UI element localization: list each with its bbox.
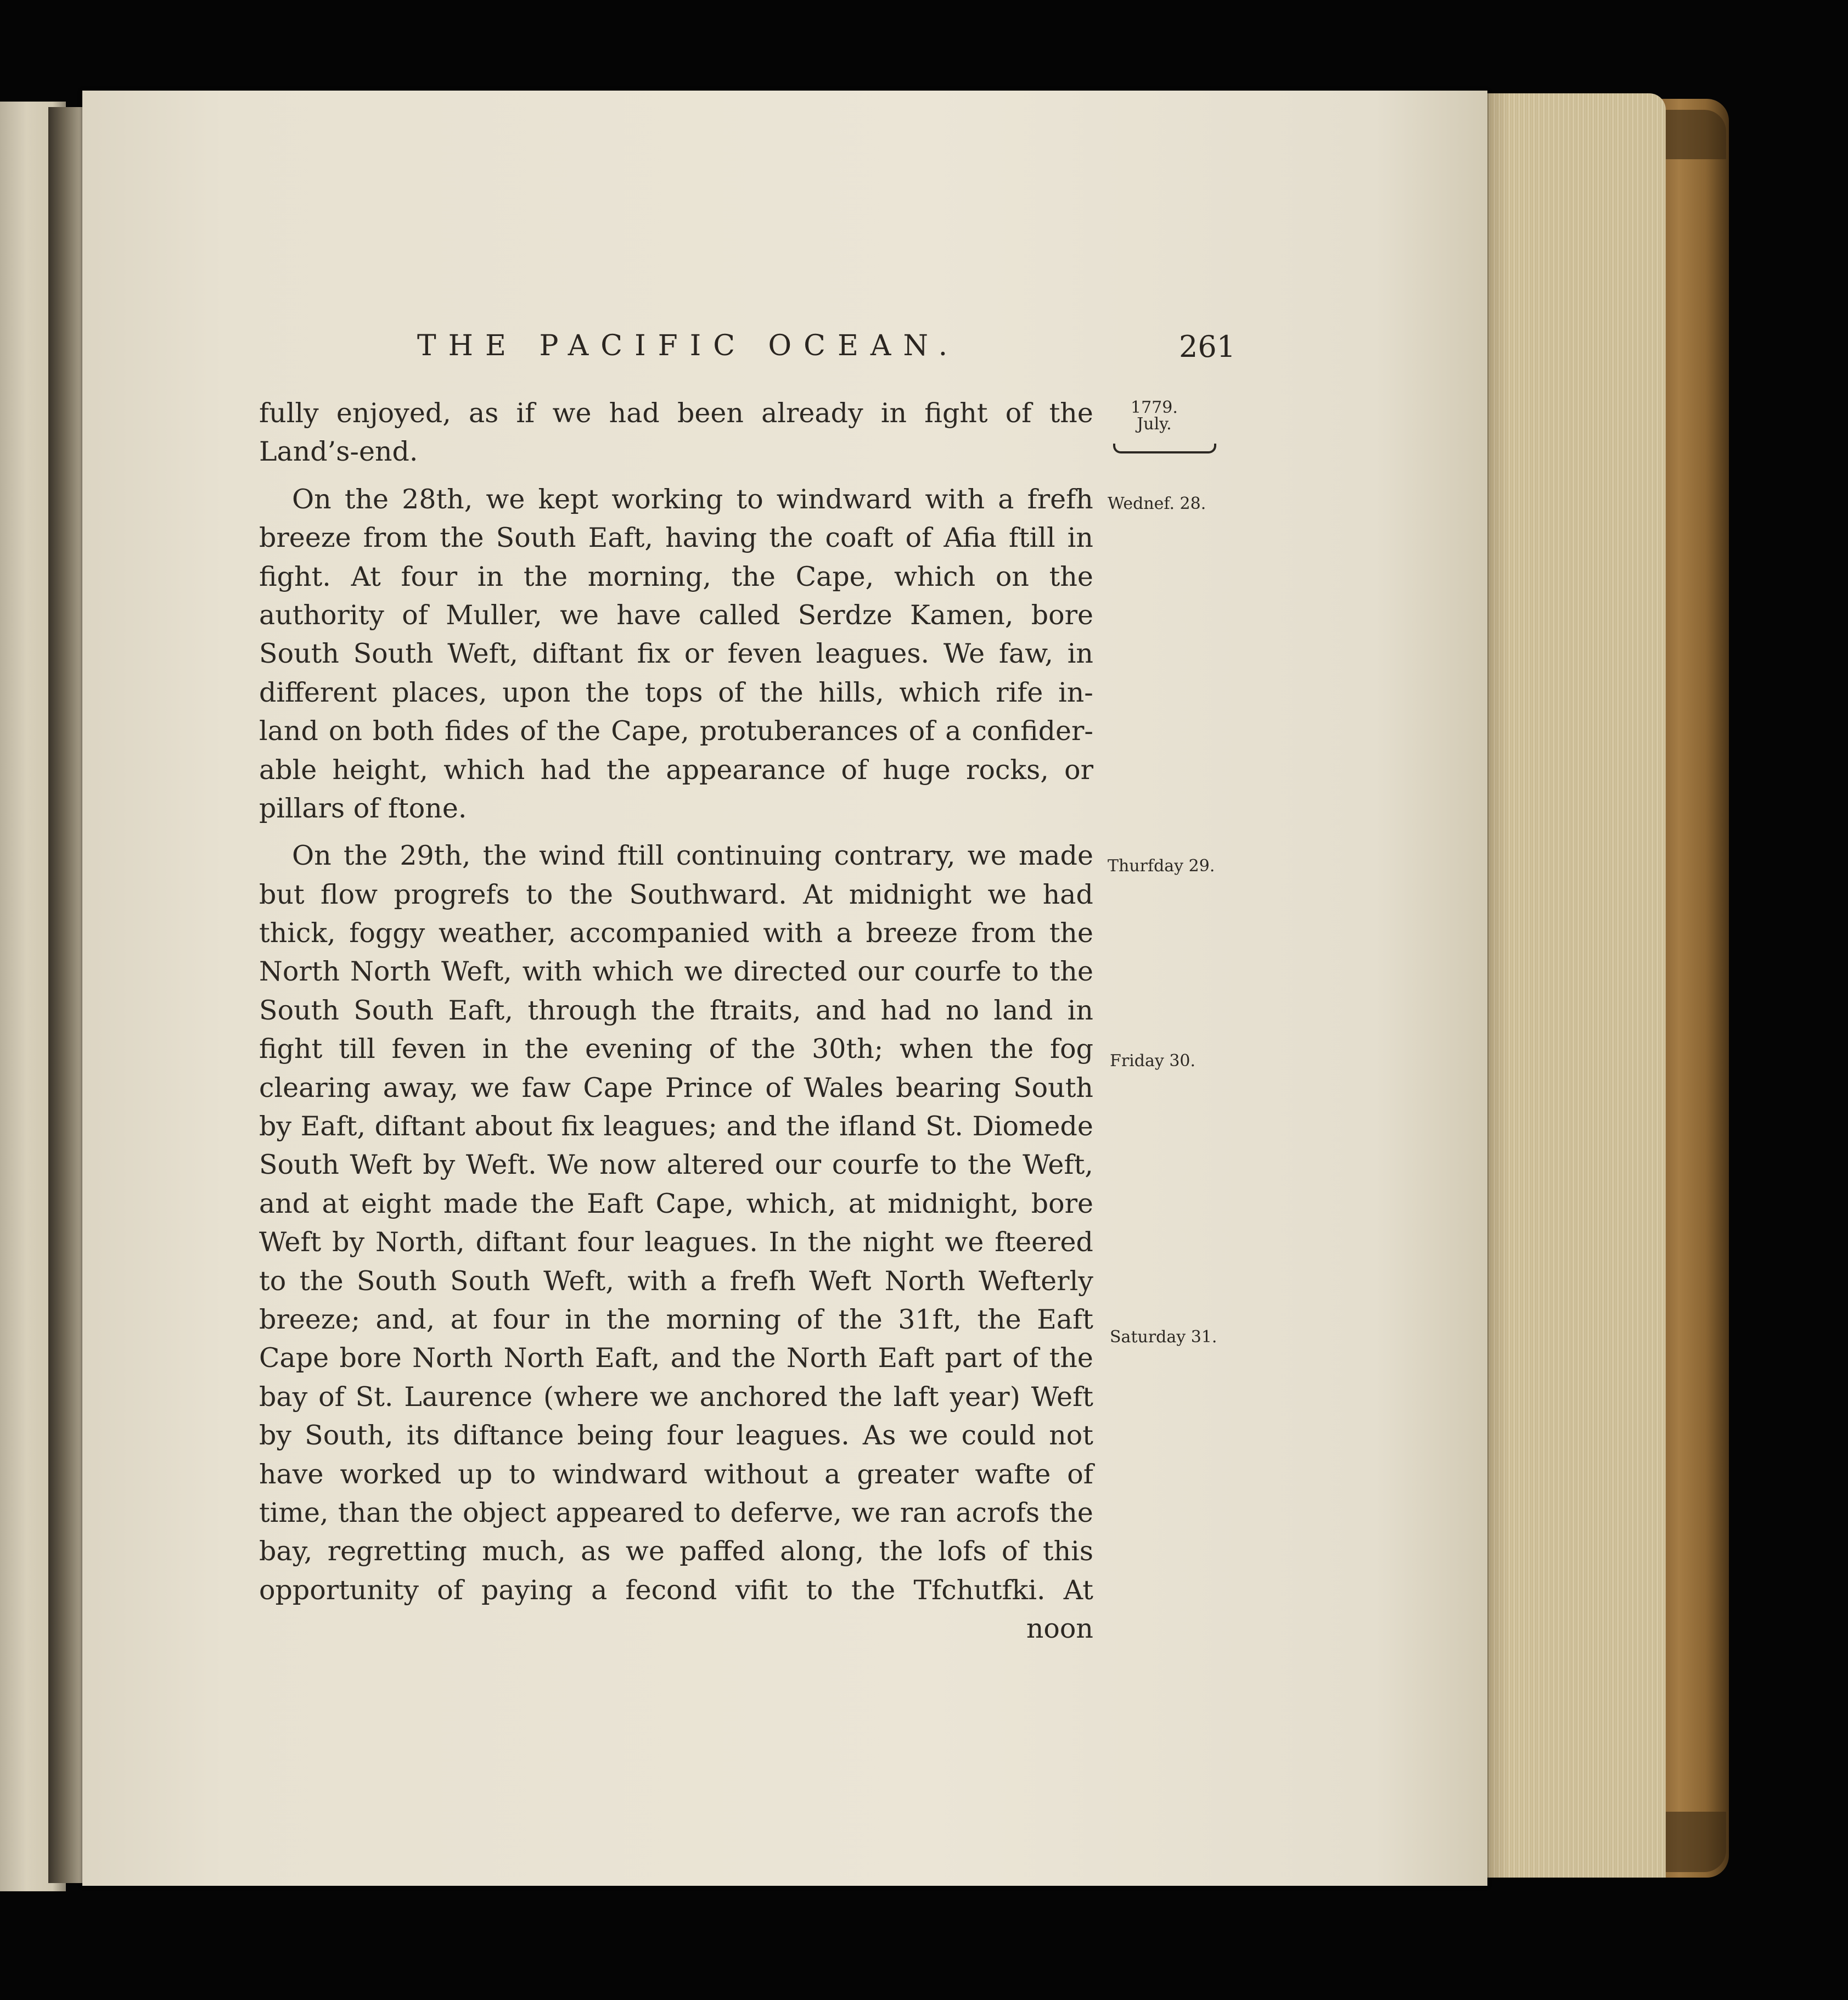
text-line: South South Eaft, through the ftraits, and had no land in — [259, 994, 1093, 1026]
text-line: but flow progrefs to the Southward. At midnight we had — [259, 878, 1093, 910]
text-line: to the South South Weft, with a frefh Weft North Wefterly — [259, 1265, 1093, 1297]
page-number: 261 — [1179, 329, 1236, 364]
text-line: fight till feven in the evening of the 30th; when the fog — [259, 1033, 1093, 1065]
cover-corner-bottom — [1660, 1812, 1726, 1872]
text-line: Land’s-end. — [259, 436, 418, 468]
text-line: land on both fides of the Cape, protuberances of a confider- — [259, 715, 1093, 747]
text-line: by South, its diftance being four leagues. As we could not — [259, 1420, 1093, 1452]
text-line: bay of St. Laurence (where we anchored the laft year) Weft — [259, 1381, 1093, 1413]
text-line: and at eight made the Eaft Cape, which, at midnight, bore — [259, 1187, 1093, 1219]
body-text — [259, 394, 1093, 1649]
text-line: South Weft by Weft. We now altered our courfe to the Weft, — [259, 1149, 1093, 1181]
margin-note-thursday: Thurfday 29. — [1108, 856, 1215, 876]
text-line: fully enjoyed, as if we had been already in fight of the — [259, 397, 1093, 429]
text-line: pillars of ftone. — [259, 792, 467, 824]
text-line: thick, foggy weather, accompanied with a breeze from the — [259, 917, 1093, 949]
text-line: bay, regretting much, as we paffed along, the lofs of this — [259, 1536, 1093, 1567]
margin-note-saturday: Saturday 31. — [1110, 1327, 1217, 1347]
text-line: clearing away, we faw Cape Prince of Wales bearing South — [259, 1072, 1093, 1103]
text-line: Cape bore North North Eaft, and the North Eaft part of the — [259, 1342, 1093, 1374]
margin-year: 1779. — [1131, 398, 1178, 417]
running-head: THE PACIFIC OCEAN. — [417, 329, 960, 362]
text-line: able height, which had the appearance of huge rocks, or — [259, 754, 1093, 786]
text-line: North North Weft, with which we directed our courfe to the — [259, 956, 1093, 988]
book-gutter — [48, 107, 87, 1883]
text-line: On the 28th, we kept working to windward with a frefh — [292, 483, 1093, 515]
text-line: by Eaft, diftant about fix leagues; and the ifland St. Diomede — [259, 1111, 1093, 1142]
text-line: have worked up to windward without a greater wafte of — [259, 1458, 1093, 1490]
margin-month: July. — [1137, 414, 1172, 434]
text-line: Weft by North, diftant four leagues. In the night we fteered — [259, 1226, 1093, 1258]
margin-note-friday: Friday 30. — [1110, 1051, 1196, 1071]
text-line: breeze; and, at four in the morning of the 31ft, the Eaft — [259, 1303, 1093, 1335]
text-line: South South Weft, diftant fix or feven leagues. We faw, in — [259, 638, 1093, 670]
text-line: time, than the object appeared to deferve, we ran acrofs the — [259, 1497, 1093, 1528]
text-line: authority of Muller, we have called Serdze Kamen, bore — [259, 599, 1093, 631]
text-line: different places, upon the tops of the hills, which rife in- — [259, 676, 1093, 708]
text-line: On the 29th, the wind ftill continuing contrary, we made — [292, 840, 1093, 872]
text-line: breeze from the South Eaft, having the coaft of Afia ftill in — [259, 522, 1093, 554]
cover-corner-top — [1660, 110, 1726, 159]
text-line: opportunity of paying a fecond vifit to the Tfchutfki. At — [259, 1574, 1093, 1606]
catchword: noon — [1026, 1613, 1093, 1645]
margin-date-heading — [1131, 400, 1178, 433]
margin-note-wednesday: Wednef. 28. — [1108, 494, 1206, 513]
margin-brace — [1113, 444, 1216, 453]
text-line: fight. At four in the morning, the Cape, which on the — [259, 561, 1093, 592]
